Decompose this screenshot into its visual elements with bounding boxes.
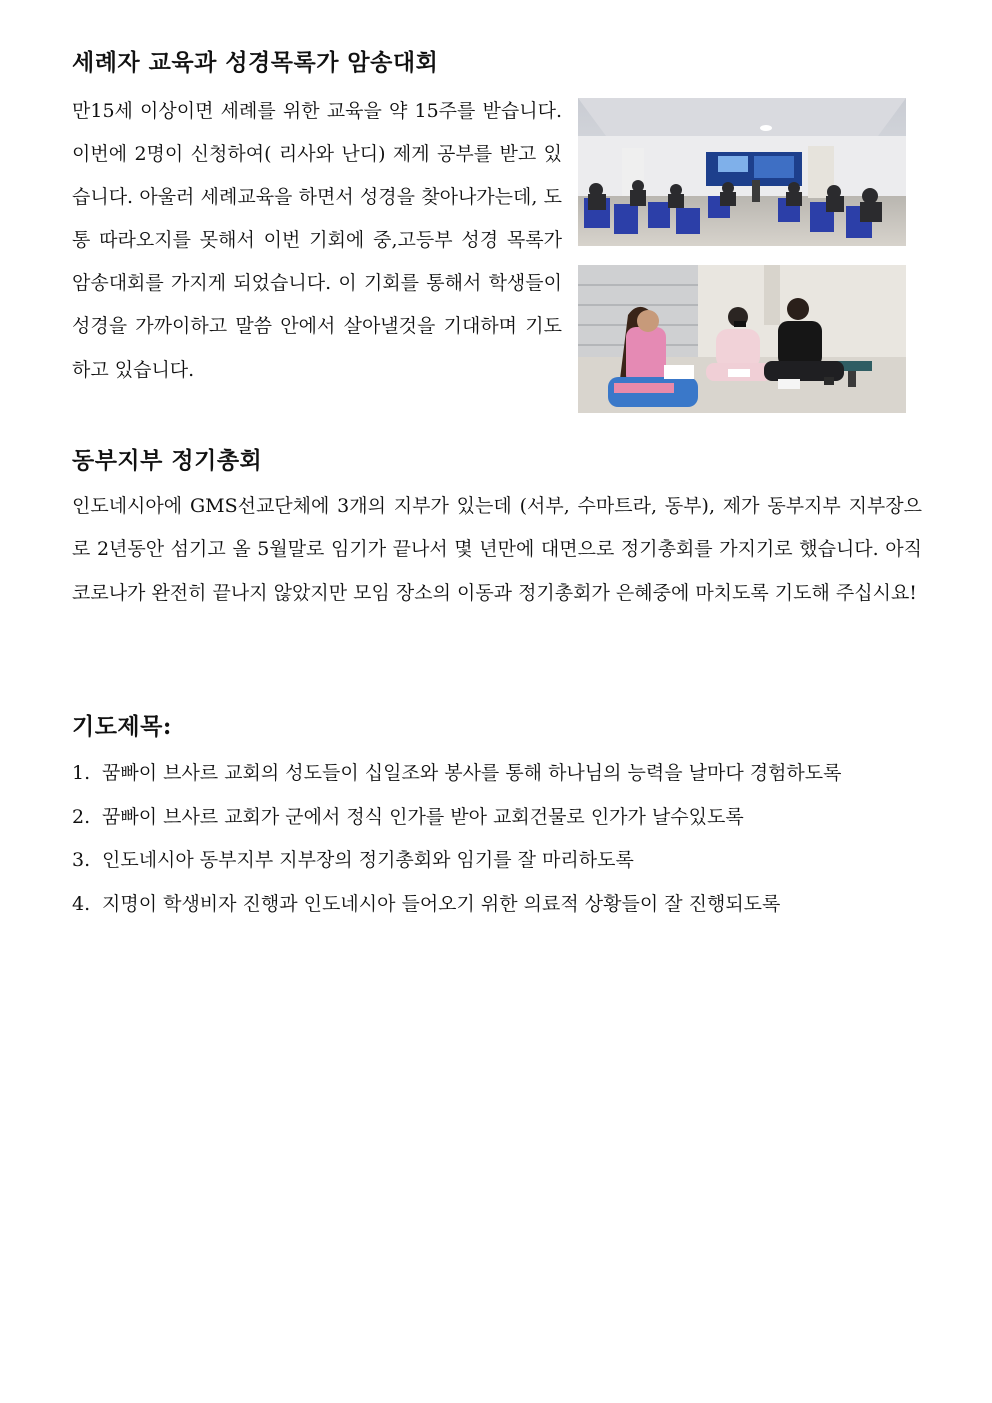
- list-item: [72, 796, 922, 840]
- list-item-text: 꿈빠이 브사르 교회가 군에서 정식 인가를 받아 교회건물로 인가가 날수있도록: [102, 805, 744, 828]
- list-item-number: 4.: [72, 892, 91, 915]
- list-item: [72, 839, 922, 883]
- list-item-number: 3.: [72, 849, 91, 871]
- prayer-list: [72, 752, 922, 926]
- students-reading-on-floor-photo: [578, 265, 906, 413]
- section2-heading: 동부지부 정기총회: [72, 447, 263, 474]
- section1-body: 만15세 이상이면 세례를 위한 교육을 약 15주를 받습니다. 이번에 2명이 신청하여( 리사와 난디) 제게 공부를 받고 있습니다. 아울러 세례교육을 하면서 성경을 찾아나가는데, 도통 따라오지를 못해서 이번 기회에 중,고등부 성경 목록가 암송대회를 가지게 되었습니다. 이 기회를 통해서 학생들이 성경을 가까이하고 말씀 안에서 살아낼것을 기대하며 기도하고 있습니다.: [72, 100, 562, 381]
- list-item-text: 지명이 학생비자 진행과 인도네시아 들어오기 위한 의료적 상황들이 잘 진행되도록: [102, 892, 781, 915]
- list-item-text: 인도네시아 동부지부 지부장의 정기총회와 임기를 잘 마리하도록: [102, 849, 634, 871]
- list-item-number: 1.: [72, 762, 91, 784]
- section1-heading: 세례자 교육과 성경목록가 암송대회: [72, 49, 439, 76]
- list-item: [72, 883, 922, 927]
- list-item-text: 꿈빠이 브사르 교회의 성도들이 십일조와 봉사를 통해 하나님의 능력을 날마다 경험하도록: [102, 762, 842, 784]
- list-item: [72, 752, 922, 796]
- prayer-heading: 기도제목:: [72, 713, 172, 740]
- section2-body: 인도네시아에 GMS선교단체에 3개의 지부가 있는데 (서부, 수마트라, 동부), 제가 동부지부 지부장으로 2년동안 섬기고 올 5월말로 임기가 끝나서 몇 년만에 대면으로 정기총회를 가지기로 했습니다. 아직 코로나가 완전히 끝나지 않았지만 모임 장소의 이동과 정기총회가 은혜중에 마치도록 기도해 주십시요!: [72, 495, 922, 604]
- list-item-number: 2.: [72, 805, 91, 828]
- church-hall-gathering-photo: [578, 98, 906, 246]
